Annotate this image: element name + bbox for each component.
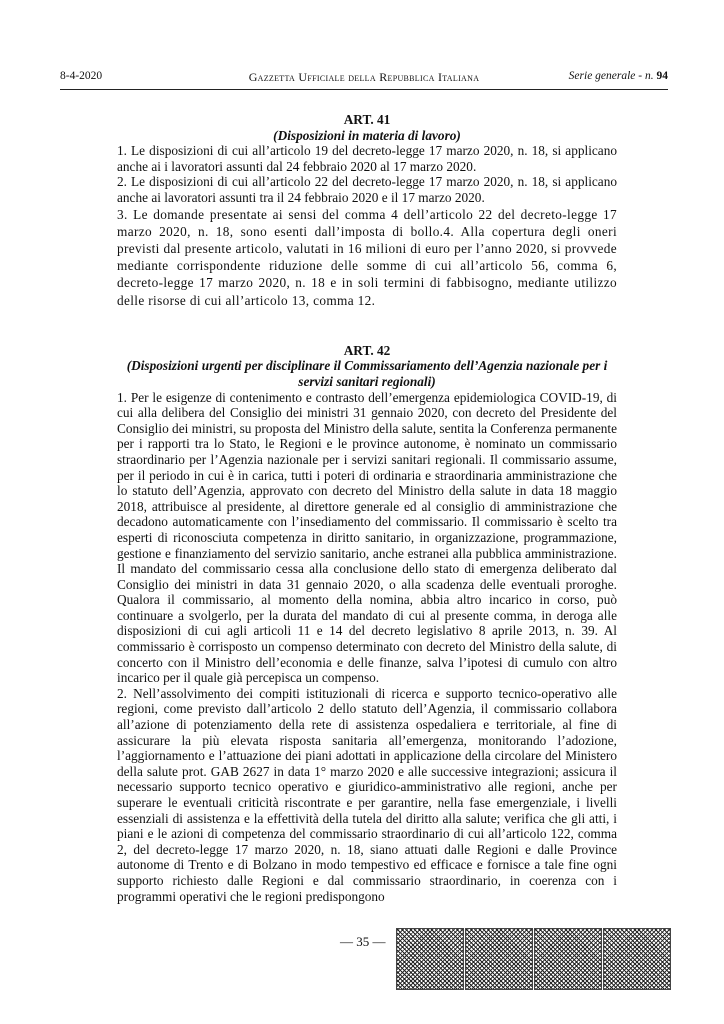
issue-date: 8-4-2020 (60, 70, 103, 82)
header-divider (60, 89, 668, 90)
art42-subtitle: (Disposizioni urgenti per disciplinare il Commissariamento dell’Agenzia nazionale per i servizi sanitari regionali) (126, 358, 608, 389)
art42-paragraph-2: 2. Nell’assolvimento dei compiti istituzionali di ricerca e supporto tecnico-operativo alle regioni, come previsto dall’articolo 2 dello statuto dell’Agenzia, il commissario collabora all’azione di potenziamento della rete di assistenza ospedaliera e territoriale, al fine di assicurare la più elevata risposta sanitaria all’emergenza, monitorando l’adozione, l’aggiornamento e l’attuazione dei piani adottati in applicazione della circolare del Ministero della salute prot. GAB 2627 in data 1° marzo 2020 e alle successive integrazioni; assicura il necessario supporto tecnico operativo e giuridico-amministrativo alle regioni, anche per superare le eventuali criticità riscontrate e per garantire, nella fase emergenziale, i livelli essenziali di assistenza e la effettività della tutela del diritto alla salute; verifica che gli atti, i piani e le azioni di competenza del commissario straordinario di cui all’articolo 122, comma 2, del decreto-legge 17 marzo 2020, n. 18, siano attuati dalle Regioni e dalle Province autonome di Trento e di Bolzano in modo tempestivo ed efficace e fornisce a tale fine ogni supporto richiesto dalle Regioni e dal commissario straordinario, in coerenza con i programmi operativi che le regioni predispongono (117, 685, 617, 904)
page-number: — 35 — (340, 934, 386, 949)
serie-prefix: Serie generale - n. (568, 70, 657, 82)
art42-title: ART. 42 (343, 342, 391, 358)
page-content (117, 106, 617, 904)
art41-paragraph-3: 3. Le domande presentate ai sensi del comma 4 dell’articolo 22 del decreto-legge 17 marzo 2020, n. 18, sono esenti dall’imposta di bollo.4. Alla copertura degli oneri previsti dal presente articolo, valutati in 16 milioni di euro per l’anno 2020, si provvede mediante corrispondente riduzione delle somme di cui all’articolo 56, comma 6, decreto-legge 17 marzo 2020, n. 18 e in soli termini di fabbisogno, mediante utilizzo delle risorse di cui all’articolo 13, comma 12. (117, 206, 617, 308)
serie-number: 94 (656, 70, 668, 82)
art42-paragraph-1: 1. Per le esigenze di contenimento e contrasto dell’emergenza epidemiologica COVID-19, di cui alla delibera del Consiglio dei ministri 31 gennaio 2020, con decreto del Presidente del Consiglio dei ministri, su proposta del Ministro della salute, sentita la Conferenza permanente per i rapporti tra lo Stato, le Regioni e le province autonome, è nominato un commissario straordinario per l’Agenzia nazionale per i servizi sanitari regionali. Il commissario assume, per il periodo in cui è in carica, tutti i poteri di ordinaria e straordinaria amministrazione che lo statuto dell’Agenzia, approvato con decreto del Ministro della salute in data 18 maggio 2018, attribuisce al presidente, al direttore generale ed al consiglio di amministrazione che decadono automaticamente con l’insediamento del commissario. Il commissario è scelto tra esperti di riconosciuta competenza in diritto sanitario, in organizzazione, programmazione, gestione e finanziamento del servizio sanitario, anche estranei alla pubblica amministrazione. Il mandato del commissario cessa alla conclusione dello stato di emergenza deliberato dal Consiglio dei ministri in data 31 gennaio 2020, o alla scadenza delle eventuali proroghe. Qualora il commissario, al momento della nomina, abbia altro incarico in corso, può continuare a svolgerlo, per la durata del mandato di cui al presente comma, in deroga alle disposizioni di cui agli articoli 11 e 14 del decreto legislativo 8 aprile 2013, n. 39. Al commissario è corrisposto un compenso determinato con decreto del Ministro della salute, di concerto con il Ministro dell’economia e delle finanze, salva l’ipotesi di cumulo con altro incarico per il quale già percepisca un compenso. (117, 389, 617, 686)
art41-subtitle: (Disposizioni in materia di lavoro) (273, 127, 461, 143)
section-gap (117, 309, 617, 337)
verification-code-4 (603, 928, 671, 990)
art41-paragraph-2: 2. Le disposizioni di cui all’articolo 22 del decreto-legge 17 marzo 2020, n. 18, si applicano anche ai lavoratori assunti tra il 24 febbraio 2020 e il 17 marzo 2020. (117, 174, 617, 205)
art41-title: ART. 41 (343, 112, 391, 127)
verification-code-2 (465, 928, 533, 990)
page-footer (0, 928, 724, 1008)
journal-title: Gazzetta Ufficiale della Repubblica Italiana (248, 70, 480, 84)
art41-paragraph-1: 1. Le disposizioni di cui all’articolo 19 del decreto-legge 17 marzo 2020, n. 18, si applicano anche ai i lavoratori assunti dal 24 febbraio 2020 al 17 marzo 2020. (117, 143, 617, 174)
serie-label (569, 70, 668, 82)
page-header (60, 70, 668, 86)
verification-code-3 (534, 928, 602, 990)
verification-code-1 (396, 928, 464, 990)
